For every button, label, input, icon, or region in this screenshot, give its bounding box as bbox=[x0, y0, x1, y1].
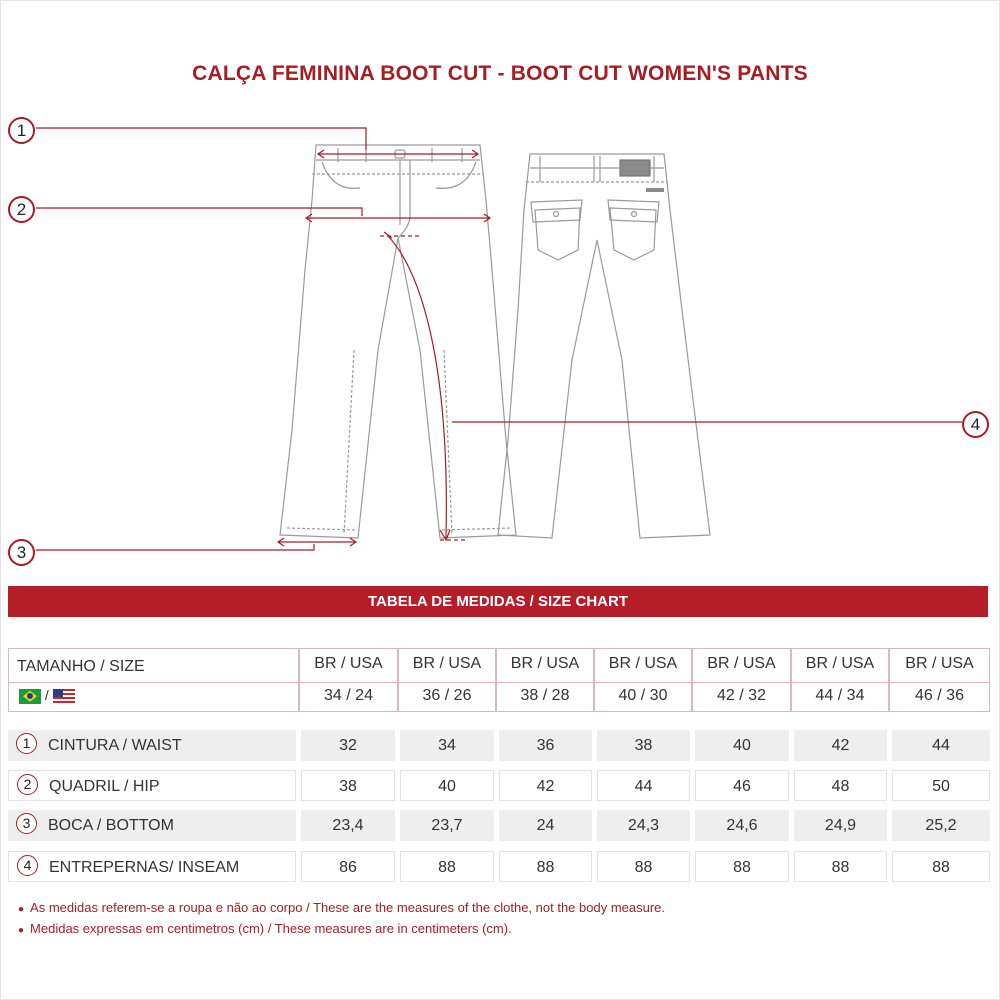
measure-value: 23,4 bbox=[301, 810, 395, 841]
measure-value: 24,6 bbox=[695, 810, 789, 841]
measure-label: ENTREPERNAS/ INSEAM bbox=[49, 859, 240, 876]
pants-illustration bbox=[0, 110, 1000, 570]
size-column-value: 34 / 24 bbox=[324, 687, 373, 704]
size-column bbox=[496, 648, 594, 712]
page-title: CALÇA FEMININA BOOT CUT - BOOT CUT WOMEN'S PANTS bbox=[192, 62, 808, 85]
size-column-value: 44 / 34 bbox=[815, 687, 865, 704]
size-chart-banner: TABELA DE MEDIDAS / SIZE CHART bbox=[8, 586, 988, 617]
measure-row-inseam bbox=[8, 851, 991, 882]
measure-row-hip bbox=[8, 770, 991, 801]
size-column bbox=[791, 648, 889, 712]
measure-row-waist bbox=[8, 730, 991, 761]
size-column-region: BR / USA bbox=[905, 655, 974, 672]
footnotes bbox=[18, 898, 665, 940]
measure-value: 38 bbox=[301, 770, 395, 801]
measure-value: 44 bbox=[892, 730, 990, 761]
callout-1-marker: 1 bbox=[8, 117, 35, 144]
measure-value: 46 bbox=[695, 770, 789, 801]
measure-number-icon: 3 bbox=[16, 813, 37, 834]
size-column-region: BR / USA bbox=[412, 655, 482, 672]
measure-value: 24,3 bbox=[597, 810, 690, 841]
size-column bbox=[889, 648, 990, 712]
measure-value: 88 bbox=[695, 851, 789, 882]
footnote-item bbox=[18, 919, 665, 940]
measure-label-cell bbox=[8, 851, 296, 882]
bullet-icon: ● bbox=[18, 925, 25, 936]
size-column-region: BR / USA bbox=[805, 655, 875, 672]
front-pants-outline bbox=[280, 145, 516, 538]
measure-number-icon: 1 bbox=[16, 733, 37, 754]
size-column-value: 38 / 28 bbox=[520, 687, 570, 704]
measure-value: 88 bbox=[400, 851, 494, 882]
footnote-item bbox=[18, 898, 665, 919]
size-column-region: BR / USA bbox=[510, 655, 580, 672]
size-column bbox=[398, 648, 496, 712]
measure-value: 36 bbox=[499, 730, 592, 761]
size-column-value: 40 / 30 bbox=[618, 687, 668, 704]
size-column-region: BR / USA bbox=[608, 655, 678, 672]
size-column bbox=[299, 648, 398, 712]
measure-value: 34 bbox=[400, 730, 494, 761]
measure-value: 50 bbox=[892, 770, 990, 801]
bullet-icon: ● bbox=[18, 904, 25, 915]
measure-value: 88 bbox=[597, 851, 690, 882]
size-header-row bbox=[8, 648, 991, 712]
measure-row-bottom bbox=[8, 810, 991, 841]
flag-group bbox=[19, 687, 75, 704]
size-column-value: 36 / 26 bbox=[422, 687, 472, 704]
measure-label-cell bbox=[8, 810, 296, 841]
measure-value: 25,2 bbox=[892, 810, 990, 841]
measure-value: 42 bbox=[794, 730, 887, 761]
size-column-value: 46 / 36 bbox=[915, 687, 964, 704]
size-column-region: BR / USA bbox=[314, 655, 383, 672]
measure-value: 44 bbox=[597, 770, 690, 801]
brazil-flag-icon bbox=[19, 689, 41, 704]
measure-value: 32 bbox=[301, 730, 395, 761]
usa-flag-icon bbox=[53, 689, 75, 704]
measure-value: 40 bbox=[695, 730, 789, 761]
callout-4-marker: 4 bbox=[962, 411, 989, 438]
measure-value: 86 bbox=[301, 851, 395, 882]
measure-value: 48 bbox=[794, 770, 887, 801]
measure-number-icon: 2 bbox=[17, 774, 38, 795]
size-header-label-cell bbox=[8, 648, 299, 712]
measure-label: CINTURA / WAIST bbox=[48, 737, 182, 754]
measure-label-cell bbox=[8, 770, 296, 801]
footnote-text: Medidas expressas em centimetros (cm) / These measures are in centimeters (cm). bbox=[30, 921, 512, 936]
measure-number-icon: 4 bbox=[17, 855, 38, 876]
measure-value: 40 bbox=[400, 770, 494, 801]
callout-3-marker: 3 bbox=[8, 539, 35, 566]
measure-label: BOCA / BOTTOM bbox=[48, 817, 174, 834]
measure-value: 88 bbox=[794, 851, 887, 882]
measure-value: 38 bbox=[597, 730, 690, 761]
size-column bbox=[692, 648, 791, 712]
measure-value: 88 bbox=[892, 851, 990, 882]
back-pants-outline bbox=[498, 154, 710, 538]
measure-value: 42 bbox=[499, 770, 592, 801]
flag-separator: / bbox=[44, 687, 49, 703]
measure-value: 24,9 bbox=[794, 810, 887, 841]
measure-value: 24 bbox=[499, 810, 592, 841]
size-header-label: TAMANHO / SIZE bbox=[17, 658, 145, 675]
measure-label: QUADRIL / HIP bbox=[49, 778, 160, 795]
footnote-text: As medidas referem-se a roupa e não ao corpo / These are the measures of the clothe, not the body measure. bbox=[30, 900, 666, 915]
callout-2-marker: 2 bbox=[8, 196, 35, 223]
measure-label-cell bbox=[8, 730, 296, 761]
size-column-value: 42 / 32 bbox=[717, 687, 766, 704]
size-column-region: BR / USA bbox=[707, 655, 776, 672]
measure-value: 88 bbox=[499, 851, 592, 882]
measure-value: 23,7 bbox=[400, 810, 494, 841]
size-column bbox=[594, 648, 692, 712]
